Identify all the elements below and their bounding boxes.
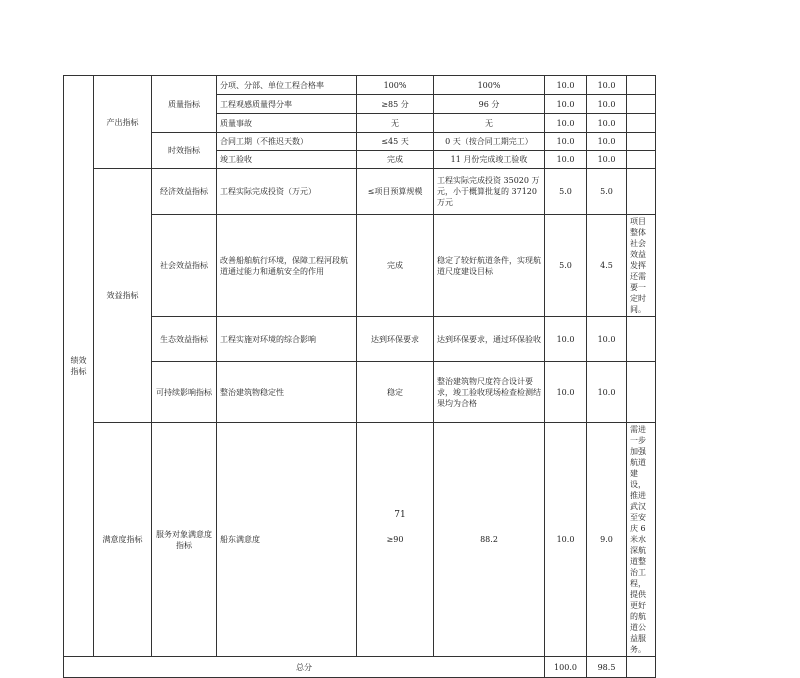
note-cell bbox=[627, 76, 656, 95]
target-cell: ≤项目预算规模 bbox=[357, 169, 434, 215]
score-cell: 10.0 bbox=[587, 151, 627, 169]
indicator-cell: 改善船舶航行环境，保障工程河段航道通过能力和通航安全的作用 bbox=[217, 215, 357, 317]
indicator-cell: 合同工期（不推迟天数） bbox=[217, 133, 357, 151]
category-cell: 经济效益指标 bbox=[152, 169, 217, 215]
note-cell bbox=[627, 133, 656, 151]
score-cell: 10.0 bbox=[587, 317, 627, 362]
actual-cell: 达到环保要求，通过环保验收 bbox=[434, 317, 545, 362]
target-cell: 达到环保要求 bbox=[357, 317, 434, 362]
note-cell bbox=[627, 151, 656, 169]
note-cell bbox=[627, 95, 656, 114]
note-cell: 需进一步加强航道建设，推进武汉至安庆 6 米水深航道整治工程，提供更好的航道公益服务。 bbox=[627, 423, 656, 657]
indicator-cell: 工程实施对环境的综合影响 bbox=[217, 317, 357, 362]
benefit-indicator-cell: 效益指标 bbox=[94, 169, 152, 423]
table-row bbox=[64, 169, 656, 215]
total-label-cell: 总分 bbox=[64, 657, 545, 678]
score-cell: 10.0 bbox=[587, 76, 627, 95]
note-cell bbox=[627, 317, 656, 362]
page-number: 71 bbox=[394, 510, 406, 520]
target-cell: ≥85 分 bbox=[357, 95, 434, 114]
indicator-cell: 竣工验收 bbox=[217, 151, 357, 169]
actual-cell: 无 bbox=[434, 114, 545, 133]
weight-cell: 10.0 bbox=[545, 114, 587, 133]
score-cell: 10.0 bbox=[587, 133, 627, 151]
actual-cell: 88.2 bbox=[434, 423, 545, 657]
table-row bbox=[64, 362, 656, 423]
table-row bbox=[64, 215, 656, 317]
note-cell bbox=[627, 169, 656, 215]
actual-cell: 96 分 bbox=[434, 95, 545, 114]
weight-cell: 5.0 bbox=[545, 169, 587, 215]
category-cell: 可持续影响指标 bbox=[152, 362, 217, 423]
total-score-cell: 98.5 bbox=[587, 657, 627, 678]
total-row bbox=[64, 657, 656, 678]
note-cell bbox=[627, 362, 656, 423]
score-cell: 9.0 bbox=[587, 423, 627, 657]
indicator-cell: 工程观感质量得分率 bbox=[217, 95, 357, 114]
actual-cell: 整治建筑物尺度符合设计要求，竣工验收现场检查检测结果均为合格 bbox=[434, 362, 545, 423]
weight-cell: 5.0 bbox=[545, 215, 587, 317]
actual-cell: 0 天（按合同工期完工） bbox=[434, 133, 545, 151]
category-cell: 生态效益指标 bbox=[152, 317, 217, 362]
target-cell: 完成 bbox=[357, 151, 434, 169]
indicator-cell: 船东满意度 bbox=[217, 423, 357, 657]
target-cell: 稳定 bbox=[357, 362, 434, 423]
table-row bbox=[64, 133, 656, 151]
performance-table bbox=[63, 75, 656, 678]
actual-cell: 稳定了较好航道条件，实现航道尺度建设目标 bbox=[434, 215, 545, 317]
score-cell: 10.0 bbox=[587, 114, 627, 133]
category-cell: 服务对象满意度指标 bbox=[152, 423, 217, 657]
output-indicator-cell: 产出指标 bbox=[94, 76, 152, 169]
category-cell: 社会效益指标 bbox=[152, 215, 217, 317]
table-row bbox=[64, 423, 656, 657]
weight-cell: 10.0 bbox=[545, 151, 587, 169]
target-cell: 完成 bbox=[357, 215, 434, 317]
weight-cell: 10.0 bbox=[545, 95, 587, 114]
score-cell: 10.0 bbox=[587, 362, 627, 423]
actual-cell: 工程实际完成投资 35020 万元，小于概算批复的 37120 万元 bbox=[434, 169, 545, 215]
total-weight-cell: 100.0 bbox=[545, 657, 587, 678]
indicator-cell: 质量事故 bbox=[217, 114, 357, 133]
indicator-cell: 分项、分部、单位工程合格率 bbox=[217, 76, 357, 95]
weight-cell: 10.0 bbox=[545, 76, 587, 95]
note-cell bbox=[627, 114, 656, 133]
target-cell: 100% bbox=[357, 76, 434, 95]
actual-cell: 100% bbox=[434, 76, 545, 95]
note-cell: 项目整体社会效益发挥还需要一定时间。 bbox=[627, 215, 656, 317]
score-cell: 5.0 bbox=[587, 169, 627, 215]
target-cell: ≤45 天 bbox=[357, 133, 434, 151]
quality-indicator-cell: 质量指标 bbox=[152, 76, 217, 133]
score-cell: 4.5 bbox=[587, 215, 627, 317]
level1-cell: 绩效指标 bbox=[64, 76, 94, 657]
indicator-cell: 工程实际完成投资（万元） bbox=[217, 169, 357, 215]
total-note-cell bbox=[627, 657, 656, 678]
actual-cell: 11 月份完成竣工验收 bbox=[434, 151, 545, 169]
weight-cell: 10.0 bbox=[545, 133, 587, 151]
weight-cell: 10.0 bbox=[545, 317, 587, 362]
timeliness-indicator-cell: 时效指标 bbox=[152, 133, 217, 169]
target-cell: 无 bbox=[357, 114, 434, 133]
table-row bbox=[64, 317, 656, 362]
target-cell: ≥90 bbox=[357, 423, 434, 657]
weight-cell: 10.0 bbox=[545, 423, 587, 657]
weight-cell: 10.0 bbox=[545, 362, 587, 423]
indicator-cell: 整治建筑物稳定性 bbox=[217, 362, 357, 423]
score-cell: 10.0 bbox=[587, 95, 627, 114]
satisfaction-indicator-cell: 满意度指标 bbox=[94, 423, 152, 657]
table-row bbox=[64, 76, 656, 95]
